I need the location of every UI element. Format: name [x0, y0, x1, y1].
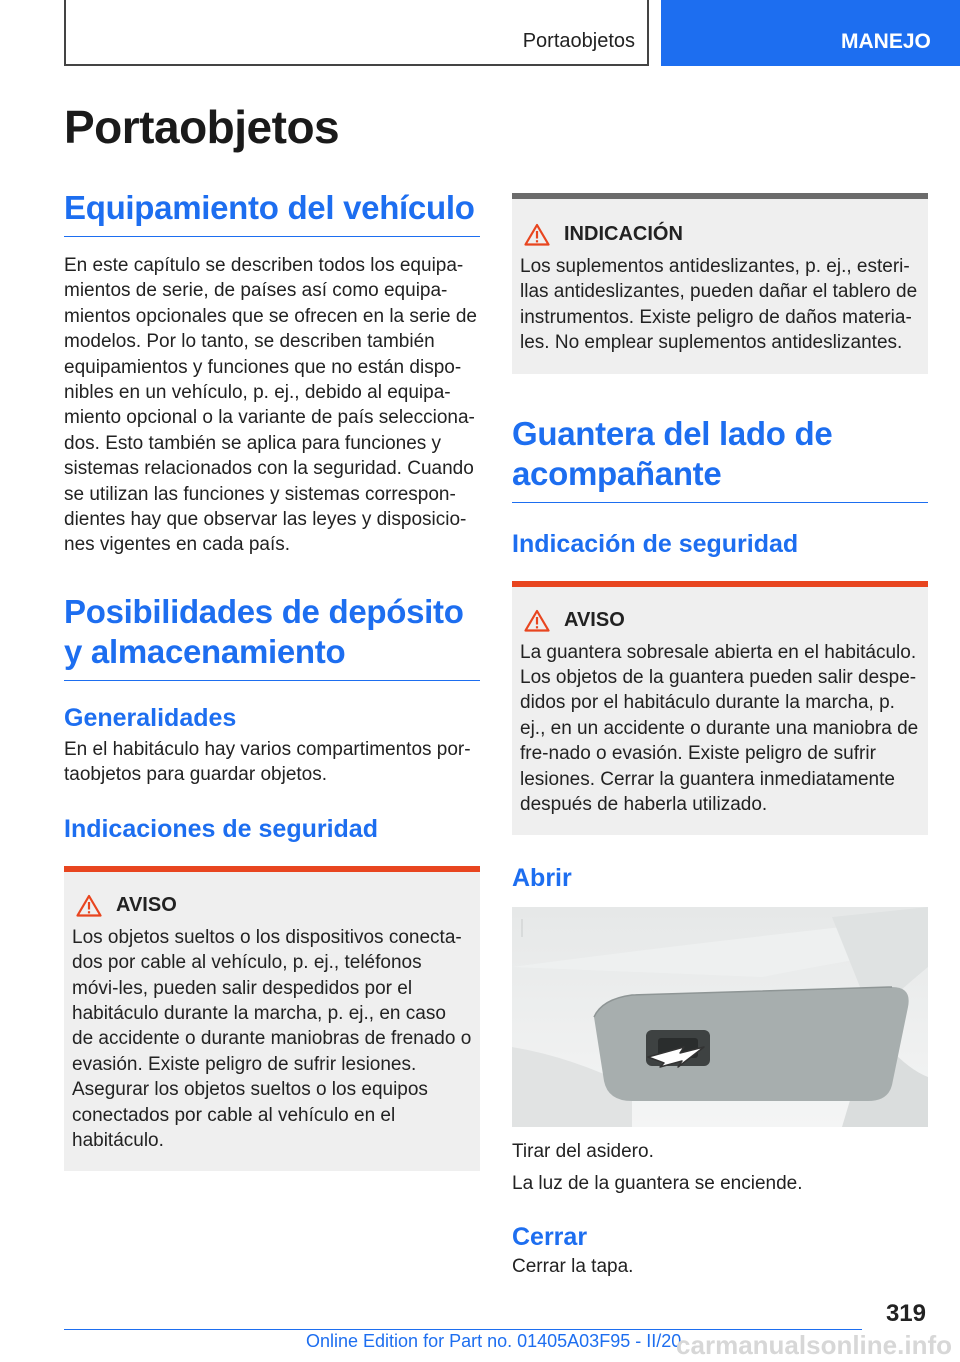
- heading-equipamiento: Equipamiento del vehículo: [64, 188, 480, 237]
- page-title: Portaobjetos: [64, 101, 340, 153]
- glovebox-warning-title: AVISO: [564, 608, 625, 631]
- heading-indicaciones-seguridad: Indicaciones de seguridad: [64, 814, 378, 843]
- heading-abrir: Abrir: [512, 864, 572, 893]
- heading-cerrar: Cerrar: [512, 1223, 588, 1252]
- page-number: 319: [885, 1300, 926, 1327]
- header-section-box: [64, 0, 649, 66]
- indication-notice-box: [512, 193, 928, 374]
- footer-edition: Online Edition for Part no. 01405A03F95 - II/20: [306, 1331, 682, 1351]
- paragraph-cerrar: Cerrar la tapa.: [512, 1256, 634, 1278]
- warning-triangle-icon: [524, 223, 550, 246]
- left-column: [64, 188, 480, 1171]
- heading-guantera: Guantera del lado de acompañante: [512, 414, 928, 503]
- header-chapter-tab[interactable]: [661, 0, 960, 66]
- warning-notice-title: AVISO: [116, 893, 177, 916]
- heading-posibilidades: Posibilidades de depósito y almacenamiento: [64, 592, 480, 681]
- footer-watermark: carmanualsonline.info: [676, 1330, 952, 1360]
- right-column: [512, 193, 928, 1280]
- header-chapter-label: MANEJO: [841, 30, 931, 53]
- glovebox-warning-box: [512, 581, 928, 836]
- heading-indicacion-seguridad: Indicación de seguridad: [512, 529, 799, 558]
- heading-generalidades: Generalidades: [64, 703, 237, 732]
- glovebox-photo: [512, 907, 928, 1127]
- paragraph-abrir-2: La luz de la guantera se enciende.: [512, 1172, 803, 1194]
- paragraph-generalidades: En el habitáculo hay varios compartimentos por-taobjetos para guardar objetos.: [64, 738, 471, 786]
- indication-notice-text: Los suplementos antideslizantes, p. ej., esteri-llas antideslizantes, pueden dañar el tablero de instrumentos. Existe peligro de daños materia-les. No emplear suplementos antideslizantes.: [520, 256, 918, 354]
- warning-triangle-icon: [76, 894, 102, 917]
- warning-triangle-icon: [524, 609, 550, 632]
- paragraph-abrir-1: Tirar del asidero.: [512, 1141, 654, 1163]
- header-section-title: Portaobjetos: [522, 30, 635, 52]
- glovebox-warning-text: La guantera sobresale abierta en el habitáculo. Los objetos de la guantera pueden salir despe-didos por el habitáculo durante la marcha, p. ej., en un accidente o durante una maniobra de fre-nado o evasión. Existe peligro de sufrir lesiones. Cerrar la guantera inmediatamente después de haberla utilizado.: [520, 641, 919, 816]
- paragraph-equipamiento: En este capítulo se describen todos los equipa-mientos de serie, de países así como equipa-mientos opcionales que se ofrecen en la serie de modelos. Por lo tanto, se describen también equipamientos y funciones que no están dispo-nibles en un vehículo, p. ej., debido al equipa-miento opcional o la variante de país selecciona-dos. Esto también se aplica para funciones y sistemas relacionados con la seguridad. Cuando se utilizan las funciones y sistemas correspon-dientes hay que observar las leyes y disposicio-nes vigentes en cada país.: [64, 255, 477, 556]
- warning-notice-box: [64, 866, 480, 1172]
- warning-notice-text: Los objetos sueltos o los dispositivos conecta-dos por cable al vehículo, p. ej., teléfonos móvi-les, pueden salir despedidos por el habitáculo durante la marcha, p. ej., en caso de accidente o durante maniobras de frenado o evasión. Existe peligro de sufrir lesiones. Asegurar los objetos sueltos o los equipos conectados por cable al vehículo en el habitáculo.: [72, 926, 472, 1151]
- indication-notice-title: INDICACIÓN: [564, 223, 683, 245]
